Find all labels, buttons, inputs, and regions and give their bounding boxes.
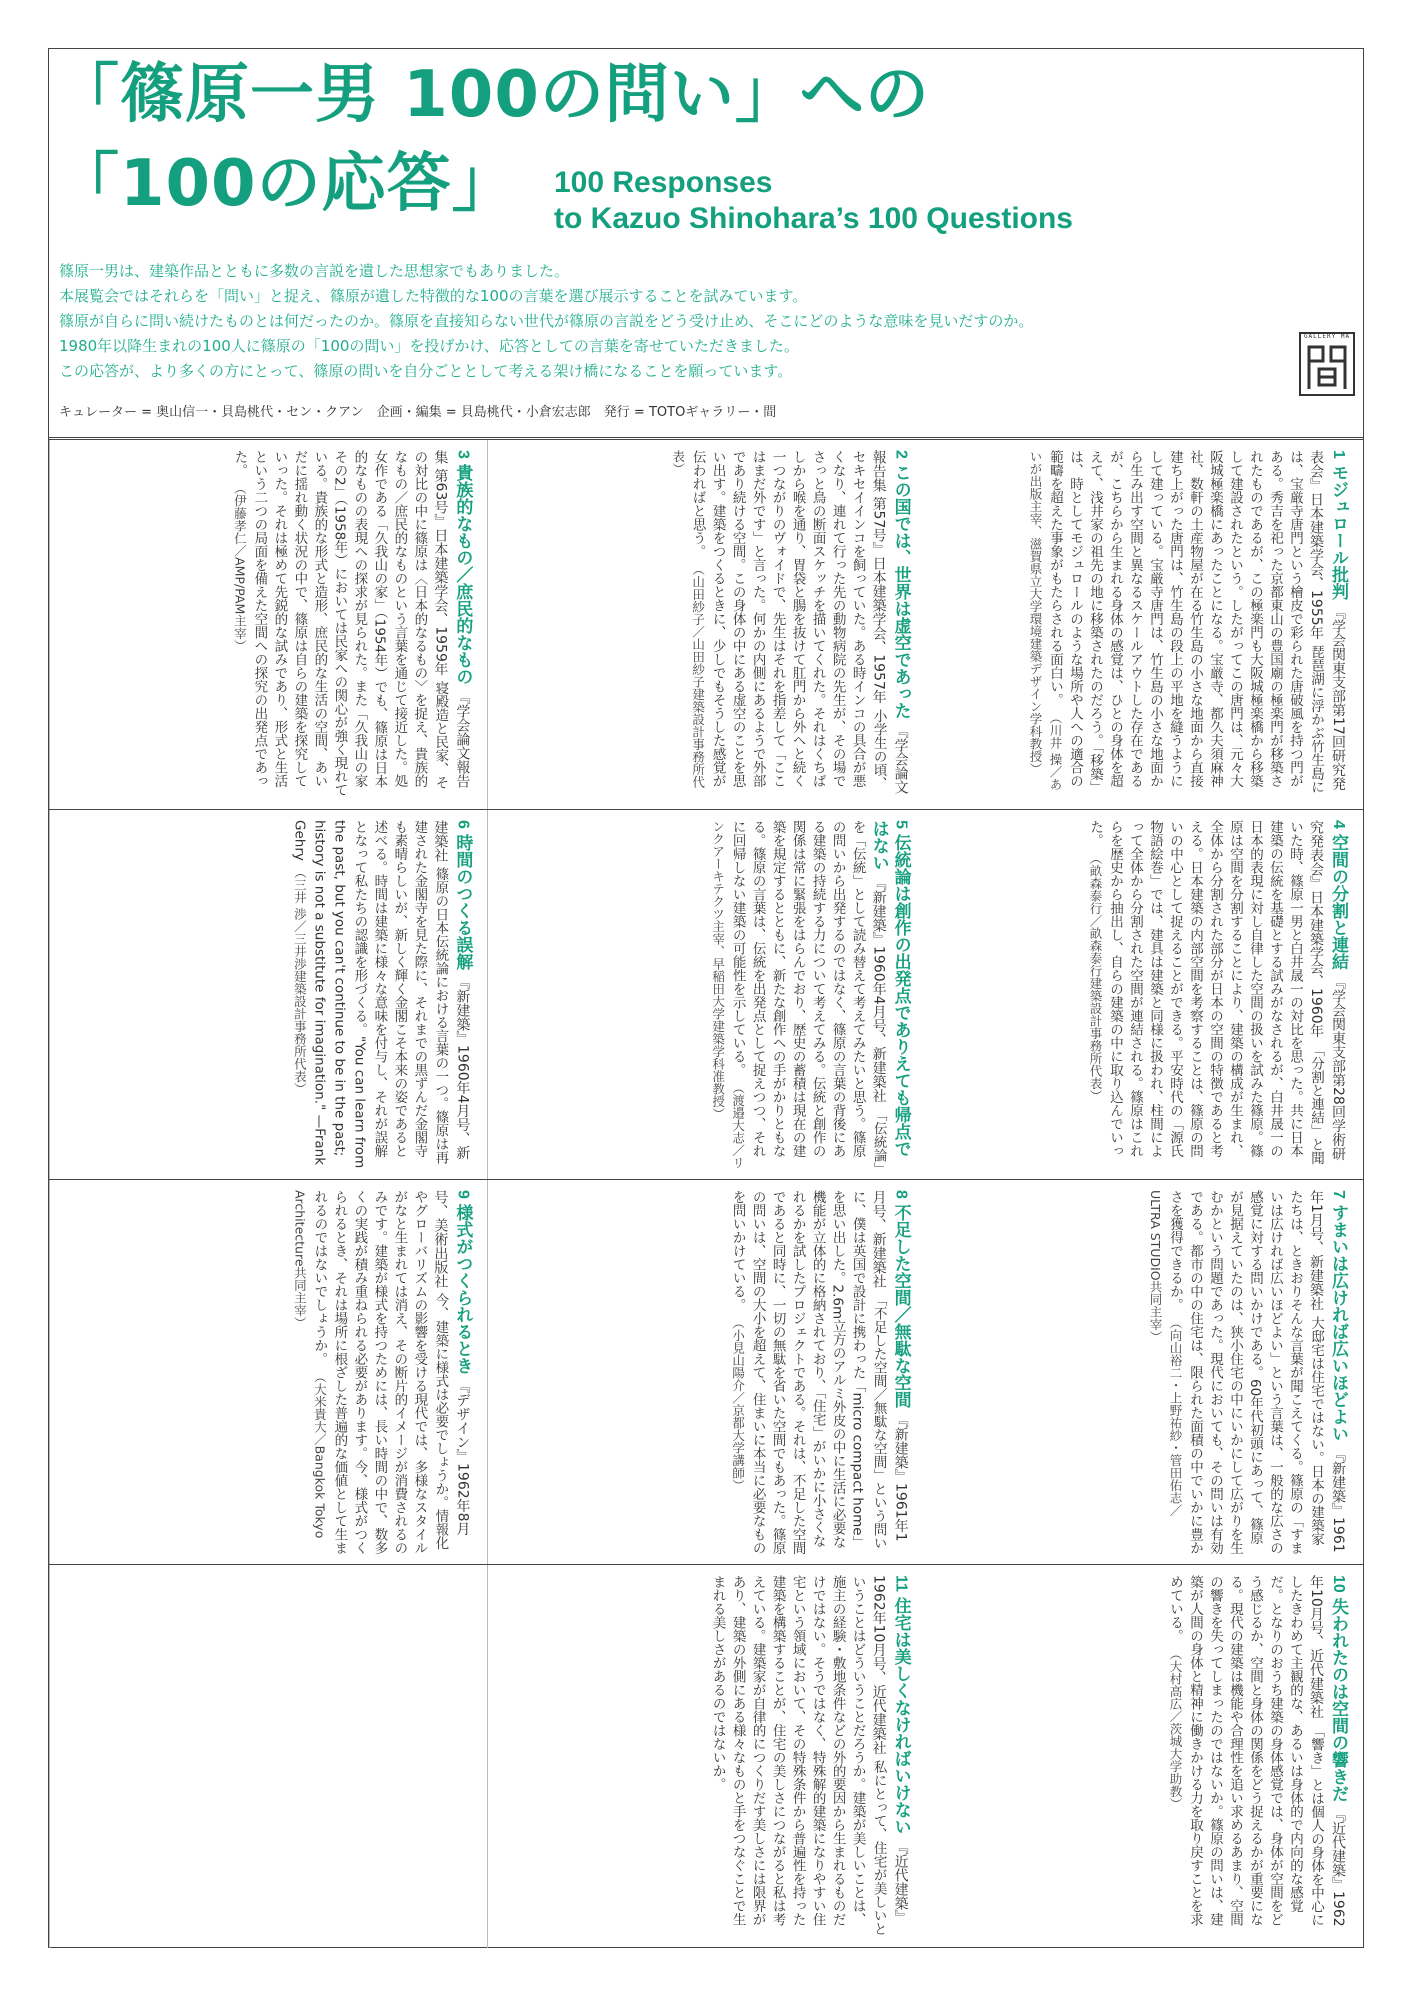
item-number: 6	[454, 820, 472, 829]
item-author: （大米貴大／Bangkok Tokyo Architecture共同主宰）	[292, 1190, 328, 1539]
item-body: 「伝統論」を「伝統」として読み替えて考えてみたいと思う。篠原の問いから出発するのではなく、篠原の言葉の背後にある建築の持続する力について考えてみる。伝統と創作の関係は常に緊張をはらんでおり、歴史の蓄積は現在の建築を規定するとともに、新たな創作への手がかりともなる。篠原の言葉は、伝統を出発点として捉えつつ、それに回帰しない建築の可能性を示している。	[729, 820, 887, 1169]
intro-paragraph: 篠原が自らに問い続けたものとは何だったのか。篠原を直接知らない世代が篠原の言説をどう受け止め、そこにどのような意味を見いだすのか。	[59, 312, 1034, 330]
item-number: 1	[1330, 450, 1347, 459]
item-body: 寝殿造と民家、その対比の中に篠原は〈日本的なるもの〉を捉え、貴族的なもの／庶民的なものという言葉を通じて接近した。処女作である「久我山の家」（1954年）でも、篠原は日本的なものの表現への探求が見られた。また「久我山の家 その2」（1958年）においては民家への関心が強く現れている。貴族的な形式と造形、庶民的な生活の空間、あいだに揺れ動く状況の中で、篠原は自らの建築を探究していった。それは極めて先鋭的な試みであり、形式と生活という二つの局面を備えた空間への探究の出発点であった。	[231, 450, 449, 797]
item-body: 「響き」とは個人の身体を中心にしたきわめて主観的な、あるいは身体的で内向的な感覚だ。となりのおうち建築の身体感覚では、身体が空間をどう感じるか、空間と身体の関係をどう捉えるかが重要になる。現代の建築は機能や合理性を追い求めるあまり、空間の響きを失ってしまったのではないか。篠原の問いは、建築が人間の身体と精神に働きかける力を取り戻すことを求めている。	[1167, 1575, 1324, 1927]
ma-kanji-icon	[1307, 345, 1347, 391]
intro-paragraph: この応答が、より多くの方にとって、篠原の問いを自分ごととして考える架け橋になることを願っています。	[59, 362, 793, 380]
item-author: （伊藤孝仁／AMP/PAM主宰）	[232, 482, 248, 652]
credits: キュレーター = 奥山信一・貝島桃代・セン・クアン 企画・編集 = 貝島桃代・小倉宏志郎 発行 = TOTOギャラリー・間	[59, 405, 777, 420]
item-author: （大村高広／茨城大学助教）	[1168, 1647, 1183, 1811]
item-title: この国では、世界は虚空であった	[890, 464, 911, 719]
response-item	[487, 1565, 925, 1948]
item-body: 小学生の頃、セキセイインコを飼っていた。ある時インコの具合が悪くなり、連れて行った先の動物病院の先生が、その場でさっと鳥の断面スケッチを描いてくれた。それはくちばしから喉を通り、胃袋と腸を抜けて肛門から外へと続く一つながりのヴォイドで、先生はそれを指差して「ここはまだ外です」と言った。何かの内側にあるようで外部であり続ける空間。この身体の中にある虚空のことを思い出す。建築をつくるときに、少しでもそうした感覚が伝わればと思う。	[689, 450, 887, 790]
item-author: （渡邉大志／リンクアーキテクツ主宰、早稲田大学建築学科准教授）	[710, 820, 746, 1170]
item-title: 時間のつくる誤解	[452, 834, 473, 970]
response-item	[487, 1180, 925, 1565]
response-item	[49, 440, 487, 810]
item-source: 『学会関東支部第17回研究発表会』日本建築学会、1955年	[1308, 450, 1346, 791]
item-source: 『新建築』1961年1月号、新建築社	[870, 1190, 909, 1542]
item-number: 4	[1330, 820, 1347, 829]
english-subtitle	[554, 165, 1073, 237]
response-item	[49, 1180, 487, 1565]
item-body: 「分割と連結」と聞いた時、篠原一男と白井晟一の対比を思った。共に日本建築の伝統を基礎とする試みがなされるが、白井晟一の日本的表現に対し自律した空間の扱いを試みた篠原。篠原は空間を分割することにより、建築の構成が生まれ、全体から分割された部分が日本の空間の特徴であると考える。日本建築の内部空間を考察することは、篠原の問いの中心として捉えることができる。平安時代の「源氏物語絵巻」では、建具は建築と同様に扱われ、柱間によって全体から分割された空間が連結される。篠原はこれらを歴史から抽出し、自らの建築の中に取り込んでいった。	[1087, 820, 1324, 1165]
response-item	[49, 1565, 487, 1948]
response-item	[926, 440, 1363, 810]
intro-paragraph: 本展覧会ではそれらを「問い」と捉え、篠原が遺した特徴的な100の言葉を選び展示することを試みています。	[59, 287, 808, 305]
response-item	[926, 1180, 1363, 1565]
gallery-ma-logo	[1299, 332, 1355, 396]
item-author: （向山裕二・上野祐紗・管田佑志／ULTRA STUDIO共同主宰）	[1148, 1190, 1183, 1517]
response-row-1	[49, 439, 1363, 810]
item-number: 9	[454, 1190, 472, 1199]
response-item	[487, 810, 925, 1180]
response-item	[926, 1565, 1363, 1948]
intro-paragraph: 篠原一男は、建築作品とともに多数の言説を遺した思想家でもありました。	[59, 262, 570, 280]
title-line-1: 「篠原一男 100の問い」への	[55, 58, 930, 132]
item-title: 様式がつくられるとき	[452, 1204, 473, 1374]
item-source: 『学会関東支部第28回学術研究発表会』日本建築学会、1960年	[1308, 820, 1346, 1161]
item-source: 『新建築』1960年4月号、新建築社	[432, 820, 471, 1160]
item-title: 失われたのは空間の響きだ	[1328, 1597, 1348, 1802]
response-item	[49, 810, 487, 1180]
item-title: 空間の分割と連結	[1328, 834, 1348, 970]
item-body: 私にとって、住宅が美しいということはどういうことだろうか。建築が美しいことは、施主の経験・敷地条件などの外的要因から生まれるものだけではない。そうではなく、特殊解的建築になりやすい住宅という領域において、その特殊条件から普遍性を持った建築を構築することが、住宅の美しさにつながると私は考えている。建築家が自律的につくりだす美しさには限界があり、建築の外側にある様々なものと手をつなぐことで生まれる美しさがあるのではないか。	[709, 1575, 887, 1936]
item-source: 『新建築』1960年4月号、新建築社	[870, 876, 887, 1103]
item-source: 『近代建築』1962年10月号、近代建築社	[1308, 1575, 1346, 1927]
response-row-2	[49, 809, 1363, 1180]
item-title: 貴族的なもの／庶民的なもの	[452, 464, 473, 685]
item-body: 「不足した空間／無駄な空間」という問いに、僕は英国で設計に携わった「micro compact home」を思い出した。2.6m立方のアルミ外皮の中に生活に必要な機能が立体的に格納されており、「住宅」がいかに小さくなれるかを試したプロジェクトである。それは、不足した空間であると同時に、一切の無駄を省いた空間でもあった。篠原の問いは、空間の大小を超えて、住まいに本当に必要なものを問いかけている。	[729, 1190, 887, 1555]
poster-sheet	[48, 48, 1364, 1948]
item-source: 『学会論文報告集 第57号』日本建築学会、1957年	[870, 450, 909, 795]
response-row-4	[49, 1564, 1363, 1948]
item-title: 不足した空間／無駄な空間	[890, 1204, 911, 1408]
item-source: 『近代建築』1962年10月号、近代建築社	[870, 1575, 909, 1925]
item-author: （川井 操／あいが出版主宰、滋賀県立大学環境建築デザイン学科教授）	[1028, 450, 1063, 791]
item-body: 大邸宅は住宅ではない。日本の建築家たちは、ときおりそんな言葉が聞こえてくる。篠原の「すまいは広ければ広いほどよい」という言葉は、一般的な広さの感覚に対する問いかけである。60年代初頭にあって、篠原が見据えていたのは、狭小住宅の中にいかにして広がりを生むかという問題であった。現代においても、その問いは有効である。都市の中の住宅は、限られた面積の中でいかに豊かさを獲得できるか。	[1167, 1190, 1324, 1555]
item-source: 『デザイン』1962年8月号、美術出版社	[432, 1190, 471, 1536]
item-body: 琵琶湖に浮かぶ竹生島には、宝厳寺唐門という檜皮で彩られた唐破風を持つ門がある。秀吉を祀った京都東山の豊国廟の極楽門が移築されたものであるが、この極楽門も大阪城極楽橋から移築して建設されたという。したがってこの唐門は、元々大阪城極楽橋にあったことになる。宝厳寺、都久夫須麻神社、数軒の土産物屋が在る竹生島の小さな地面から直接建ち上がった唐門は、竹生島の段上の平地を縫うようにして建っている。宝厳寺唐門は、竹生島の小さな地面から生み出す空間と異なるスケールアウトした存在であるが、こちらから生まれる身体の感覚は、ひとの身体を超えて、浅井家の祖先の地に移築されたのだろう。「移築」は、時としてモジュロールのような場所や人への適合の範疇を超えた事象がもたらされる面白い。	[1047, 450, 1324, 795]
item-body: 篠原の日本伝統論における言葉の一つ。篠原は再建された金閣寺を見た際に、それまでの黒ずんだ金閣寺も素晴らしいが、新しく輝く金閣こそ本来の姿であると述べる。時間は建築に様々な意味を付与し、それが誤解となって私たちの認識を形づくる。"You can learn from the past, but you can't continue to be in the past; history is not a substitute for imagination." —Frank Gehry	[291, 820, 449, 1169]
item-body: 今、建築に様式は必要でしょうか。情報化やグローバリズムの影響を受ける現代では、多様なスタイルがなと生まれては消え、その断片的イメージが消費されるのみです。建築が様式を持つためには、長い時間の中で、数多くの実践が積み重ねられる必要があります。今、様式がつくられるとき、それは場所に根ざした普遍的な価値として生まれるのではないでしょうか。	[311, 1190, 449, 1555]
item-number: 5	[892, 820, 910, 829]
english-subtitle-line-2: to Kazuo Shinohara’s 100 Questions	[554, 202, 1073, 235]
header	[49, 49, 1363, 434]
item-number: 3	[454, 450, 472, 459]
item-number: 8	[892, 1190, 910, 1199]
item-author: （小見山陽介／京都大学講師）	[730, 1316, 746, 1492]
intro-paragraph: 1980年以降生まれの100人に篠原の「100の問い」を投げかけ、応答としての言葉を寄せていただきました。	[59, 337, 799, 355]
item-source: 『学会論文報告集 第63号』日本建築学会、1959年	[432, 450, 471, 789]
item-number: 7	[1330, 1190, 1347, 1199]
response-item	[926, 810, 1363, 1180]
item-source: 『新建築』1961年1月号、新建築社	[1308, 1190, 1346, 1553]
item-title: 伝統論は創作の出発点でありえても帰点ではない	[868, 820, 911, 1157]
item-title: 住宅は美しくなければいけない	[890, 1597, 911, 1836]
logo-text: GALLERY MA	[1303, 333, 1351, 340]
item-title: すまいは広ければ広いほどよい	[1328, 1204, 1348, 1442]
item-number: 11	[892, 1575, 910, 1592]
response-row-3	[49, 1179, 1363, 1565]
item-author: （畝森泰行／畝森泰行建築設計事務所代表）	[1088, 852, 1103, 1103]
item-author: （山田紗子／山田紗子建築設計事務所代表）	[670, 450, 706, 789]
english-subtitle-line-1: 100 Responses	[554, 166, 773, 199]
item-author: （三井 渉／三井渉建築設計事務所代表）	[292, 865, 308, 1095]
response-item	[487, 440, 925, 810]
intro-text	[59, 259, 1259, 384]
header-divider	[49, 437, 1363, 438]
item-number: 2	[892, 450, 910, 459]
item-title: モジュロール批判	[1328, 464, 1348, 600]
item-number: 10	[1330, 1575, 1347, 1593]
title-line-2: 「100の応答」	[55, 147, 517, 221]
